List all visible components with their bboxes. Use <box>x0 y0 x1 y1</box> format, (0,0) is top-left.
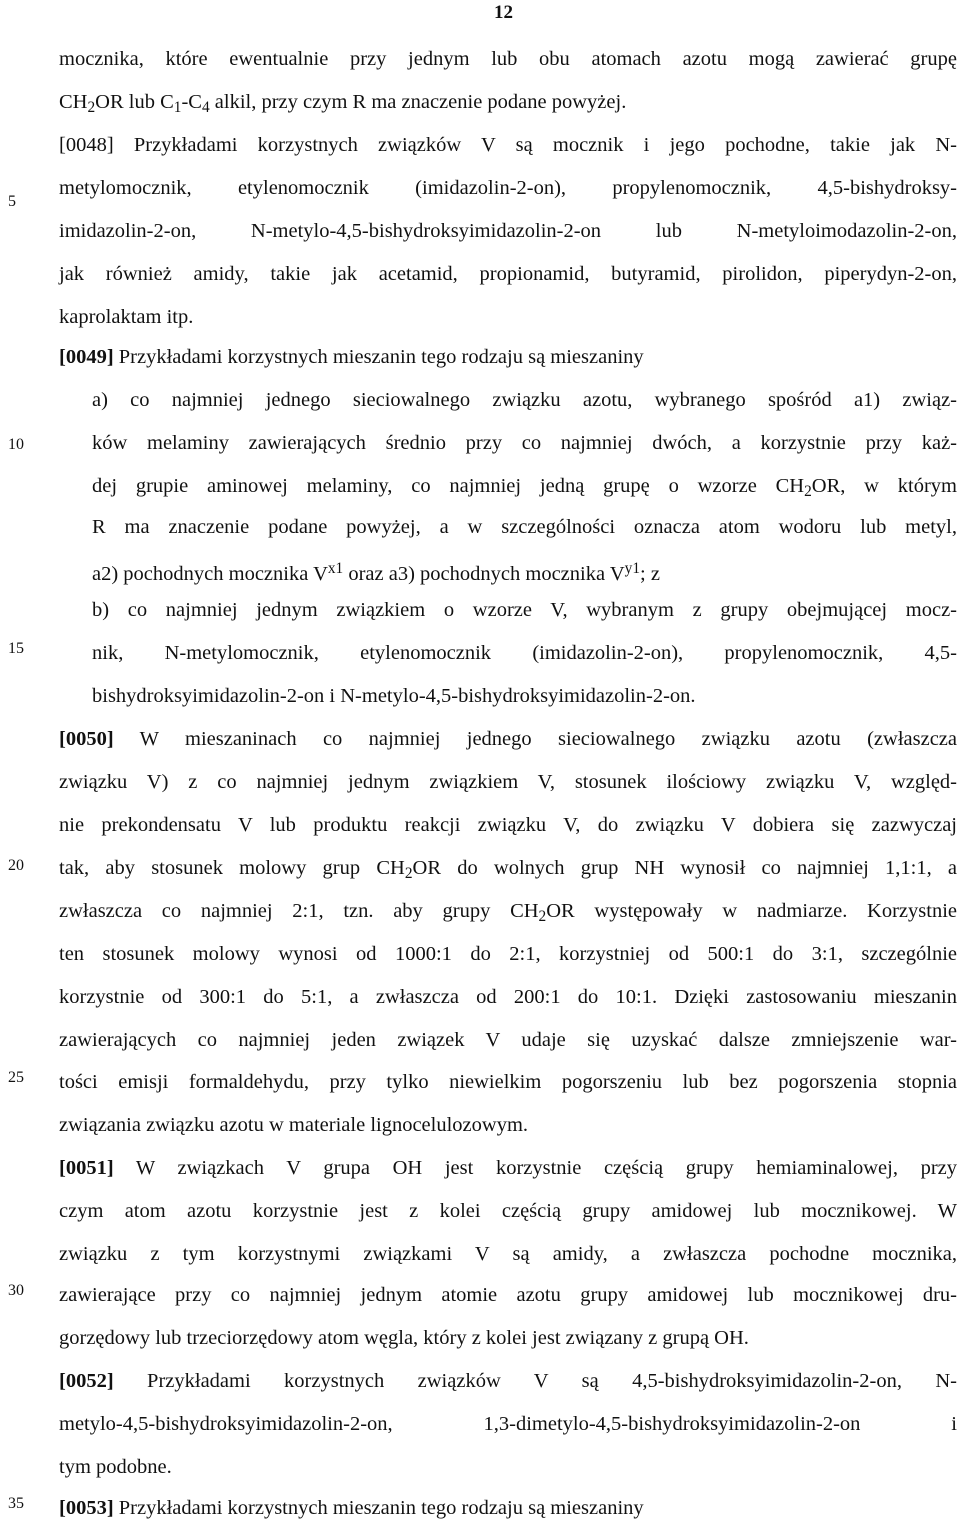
text-line: zawierających co najmniej jeden związek V udaje się uzyskać dalsze zmniejszenie war- <box>59 1029 957 1051</box>
text-line: [0048] Przykładami korzystnych związków V są mocznik i jego pochodne, takie jak N- <box>59 134 957 156</box>
text-line: gorzędowy lub trzeciorzędowy atom węgla, który z kolei jest związany z grupą OH. <box>59 1327 749 1349</box>
text-line: [0049] Przykładami korzystnych mieszanin tego rodzaju są mieszaniny <box>59 346 644 368</box>
text-line: ten stosunek molowy wynosi od 1000:1 do 2:1, korzystniej od 500:1 do 3:1, szczególnie <box>59 943 957 965</box>
text-line: metylo-4,5-bishydroksyimidazolin-2-on, 1,3-dimetylo-4,5-bishydroksyimidazolin-2-on i <box>59 1413 957 1435</box>
text-line: [0052] Przykładami korzystnych związków V są 4,5-bishydroksyimidazolin-2-on, N- <box>59 1370 957 1392</box>
text-line: dej grupie aminowej melaminy, co najmniej jedną grupę o wzorze $CH_2OR$, w którym <box>92 475 957 500</box>
text-line: związania związku azotu w materiale lignocelulozowym. <box>59 1114 529 1136</box>
text-line: czym atom azotu korzystnie jest z kolei częścią grupy amidowej lub mocznikowej. W <box>59 1200 957 1222</box>
text-line: bishydroksyimidazolin-2-on i N-metylo-4,5-bishydroksyimidazolin-2-on. <box>92 685 696 707</box>
text-line: metylomocznik, etylenomocznik (imidazolin-2-on), propylenomocznik, 4,5-bishydroksy- <box>59 177 957 199</box>
text-line: jak również amidy, takie jak acetamid, propionamid, butyramid, pirolidon, piperydyn-2-on, <box>59 263 957 285</box>
line-number: 35 <box>8 1495 24 1512</box>
text-line: ków melaminy zawierających średnio przy co najmniej dwóch, a korzystnie przy każ- <box>92 432 957 454</box>
text-line: związku V) z co najmniej jednym związkiem V, stosunek ilościowy związku V, względ- <box>59 771 957 793</box>
text-line: tości emisji formaldehydu, przy tylko niewielkim pogorszeniu lub bez pogorszenia stopnia <box>59 1071 957 1093</box>
text-line: mocznika, które ewentualnie przy jednym lub obu atomach azotu mogą zawierać grupę <box>59 48 957 70</box>
text-line: [0050] W mieszaninach co najmniej jednego sieciowalnego związku azotu (zwłaszcza <box>59 728 957 750</box>
text-line: nik, N-metylomocznik, etylenomocznik (imidazolin-2-on), propylenomocznik, 4,5- <box>92 642 957 664</box>
line-number: 15 <box>8 640 24 657</box>
text-line: związku z tym korzystnymi związkami V są amidy, a zwłaszcza pochodne mocznika, <box>59 1243 957 1265</box>
text-line: tak, aby stosunek molowy grup $CH_2OR$ do wolnych grup NH wynosił co najmniej 1,1:1, a <box>59 857 957 882</box>
line-number: 10 <box>8 436 24 453</box>
text-line: nie prekondensatu V lub produktu reakcji związku V, do związku V dobiera się zazwyczaj <box>59 814 957 836</box>
text-line: b) co najmniej jednym związkiem o wzorze V, wybranym z grupy obejmującej mocz- <box>92 599 957 621</box>
text-line: zwłaszcza co najmniej 2:1, tzn. aby grupy $CH_2OR$ występowały w nadmiarze. Korzystnie <box>59 900 957 925</box>
line-number: 30 <box>8 1282 24 1299</box>
text-line: [0053] Przykładami korzystnych mieszanin tego rodzaju są mieszaniny <box>59 1497 644 1519</box>
text-line: imidazolin-2-on, N-metylo-4,5-bishydroksyimidazolin-2-on lub N-metyloimodazolin-2-on, <box>59 220 957 242</box>
text-line: tym podobne. <box>59 1456 172 1478</box>
text-line: [0051] W związkach V grupa OH jest korzystnie częścią grupy hemiaminalowej, przy <box>59 1157 957 1179</box>
text-line: a2) pochodnych mocznika $V^{x1}$ oraz a3) pochodnych mocznika $V^{y1}$; z <box>92 560 660 585</box>
line-number: 25 <box>8 1069 24 1086</box>
text-line: a) co najmniej jednego sieciowalnego związku azotu, wybranego spośród a1) związ- <box>92 389 957 411</box>
text-line: R ma znaczenie podane powyżej, a w szczególności oznacza atom wodoru lub metyl, <box>92 516 957 538</box>
line-number: 5 <box>8 193 16 210</box>
text-line: $CH_2OR$ lub $C_1-C_4$ alkil, przy czym R ma znaczenie podane powyżej. <box>59 91 627 116</box>
text-line: kaprolaktam itp. <box>59 306 194 328</box>
text-line: korzystnie od 300:1 do 5:1, a zwłaszcza od 200:1 do 10:1. Dzięki zastosowaniu mieszanin <box>59 986 957 1008</box>
line-number: 20 <box>8 857 24 874</box>
page-number: 12 <box>494 2 513 23</box>
text-line: zawierające przy co najmniej jednym atomie azotu grupy amidowej lub mocznikowej dru- <box>59 1284 957 1306</box>
